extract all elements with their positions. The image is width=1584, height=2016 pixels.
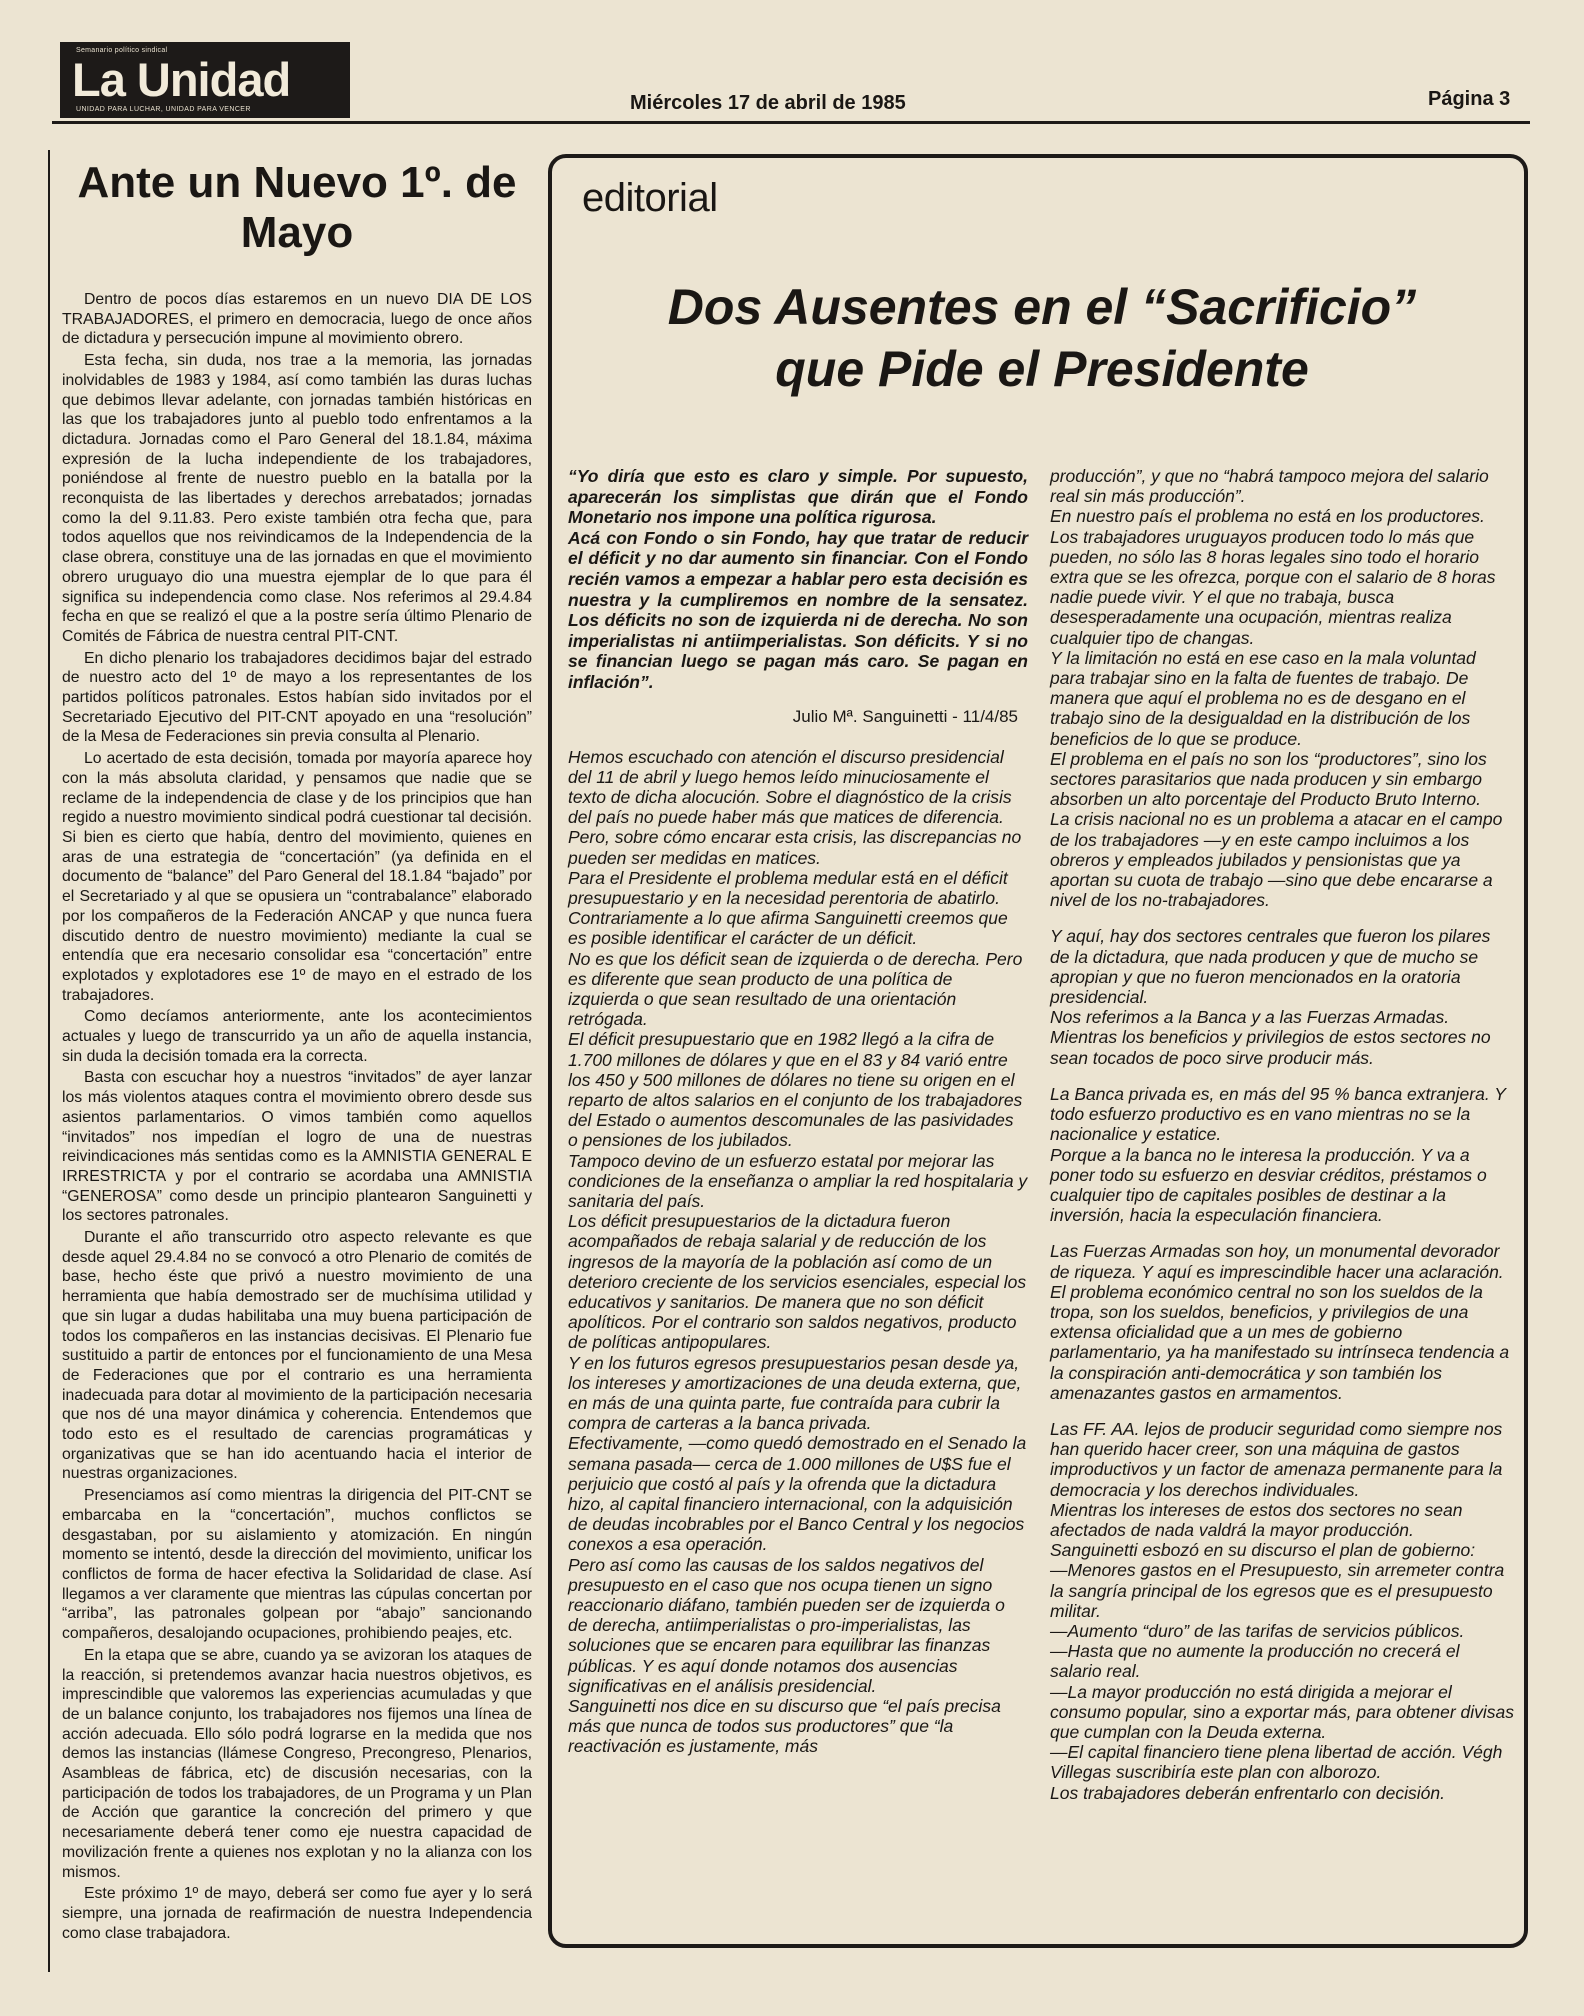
editorial-box [548,154,1528,1948]
paragraph: Esta fecha, sin duda, nos trae a la memoria, las jornadas inolvidables de 1983 y 1984, así como también las duras luchas que debimos llevar adelante, con jornadas también históricas en las que los trabajadores junto al pueblo todo enfrentamos a la dictadura. Jornadas como el Paro General del 18.1.84, máxima expresión de la lucha independiente de los trabajadores, poniéndose al frente de nuestro pueblo en la batalla por la reconquista de las libertades y derechos arrebatados; jornadas como la del 9.11.83. Pero existe también otra fecha que, para todos aquellos que nos reivindicamos de la Independencia de la clase obrera, constituye una de las jornadas en que el movimiento obrero uruguayo dio una muestra ejemplar de lo que para él significa su independencia como clase. Nos referimos al 29.4.84 fecha en que se realizó el que a la postre sería último Plenario de Comités de Fábrica de nuestra central PIT-CNT. [62,352,532,645]
issue-date: Miércoles 17 de abril de 1985 [630,92,906,114]
left-article-body [62,290,532,1943]
paragraph: No es que los déficit sean de izquierda o de derecha. Pero es diferente que sean producto de una política de izquierda o que sean resultado de una orientación retrógada. [568,948,1023,1030]
paragraph: Los déficit presupuestarios de la dictadura fueron acompañados de rebaja salarial y de reducción de los ingresos de la mayoría de la población así como de un deterioro creciente de los servicios esenciales, especial los educativos y sanitarios. De manera que no son déficit apolíticos. Por el contrario son saldos negativos, producto de políticas antipopulares. [568,1211,1027,1353]
paragraph: En dicho plenario los trabajadores decidimos bajar del estrado de nuestro acto del 1º de mayo a los representantes de los partidos políticos patronales. Estos habían sido invitados por el Secretariado Ejecutivo del PIT-CNT apoyado en una “resolución” de la Mesa de Federaciones sin previa consulta al Plenario. [62,649,532,746]
paragraph: Y en los futuros egresos presupuestarios pesan desde ya, los intereses y amortizaciones de una deuda externa, que, en más de una quinta parte, fue contraída para cubrir la compra de carteras a la banca privada. [568,1352,1022,1434]
paragraph: Las FF. AA. lejos de producir seguridad como siempre nos han querido hacer creer, son una máquina de gastos improductivos y un factor de amenaza permanente para la democracia y los derechos individuales. [1050,1418,1503,1500]
editorial-title-line: Dos Ausentes en el “Sacrificio” [667,279,1417,335]
paragraph: Hemos escuchado con atención el discurso presidencial del 11 de abril y luego hemos leído minuciosamente el texto de dicha alocución. Sobre el diagnóstico de la crisis del país no puede haber más que matices de diferencia. Pero, sobre cómo encarar esta crisis, las discrepancias no pueden ser medidas en matices. [568,746,1022,868]
paragraph: Este próximo 1º de mayo, deberá ser como fue ayer y lo será siempre, una jornada de reafirmación de nuestra Independencia como clase trabajadora. [62,1885,532,1942]
paragraph: Las Fuerzas Armadas son hoy, un monumental devorador de riqueza. Y aquí es imprescindible hacer una aclaración. El problema económico central no son los sueldos de la tropa, son los sueldos, beneficios, y privilegios de una extensa oficialidad que a un mes de gobierno parlamentario, ya ha manifestado su intrínseca tendencia a la conspiración anti-democrática y son también los amenazantes gastos en armamentos. [1050,1241,1510,1403]
quote-paragraph: “Yo diría que esto es claro y simple. Por supuesto, aparecerán los simplistas que dirán que el Fondo Monetario nos impone una política rigurosa. [568,466,1028,528]
paragraph: Efectivamente, —como quedó demostrado en el Senado la semana pasada— cerca de 1.000 millones de U$S fue el perjuicio que costó al país y la ofrenda que la dictadura hizo, al capital financiero internacional, con la adquisición de deudas incobrables por el Banco Central y los negocios conexos a esa operación. [568,1433,1027,1555]
editorial-column-right [1050,466,1514,1803]
paragraph: Lo acertado de esta decisión, tomada por mayoría aparece hoy con la más absoluta claridad, y pensamos que nadie que se reclame de la independencia de clase y de los principios que han regido a nuestro movimiento sindical podrá cuestionar tal decisión. Si bien es cierto que había, dentro del movimiento, quienes en aras de una estrategia de “concertación” (ya definida en el documento de “balance” del Paro General del 18.1.84 “bajado” por el Secretariado y al que se opusiera un “contrabalance” elaborado por los compañeros de la Federación ANCAP y que nunca fuera discutido dentro de nuestro movimiento) mediante la cual se entendía que era necesario consolidar esa “concertación” entre explotados y explotadores ese 1º de mayo en el estrado de los trabajadores. [62,750,532,1004]
left-article [62,150,532,1945]
header-rule [52,121,1530,124]
paragraph: Presenciamos así como mientras la dirigencia del PIT-CNT se embarcaba en la “concertación”, muchos conflictos se desgastaban, por su aislamiento y atomización. En ningún momento se intentó, desde la dirección del movimiento, unificar los conflictos de forma de hacer efectiva la Solidaridad de clase. Así llegamos a ver claramente que mientras las cúpulas concertan por “arriba”, las patronales golpean por “abajo” sancionando compañeros, desalojando ocupaciones, prohibiendo peajes, etc. [62,1487,532,1643]
pull-quote [568,466,1028,693]
masthead-tagline: Semanario político sindical [76,47,168,54]
left-article-title: Ante un Nuevo 1º. de Mayo [77,158,517,257]
paragraph: El déficit presupuestario que en 1982 llegó a la cifra de 1.700 millones de dólares y que en el 83 y 84 varió entre los 450 y 500 millones de dólares no tiene su origen en el reparto de altos salarios en el conjunto de los trabajadores del Estado o aumentos descomunales de las pasividades o pensiones de los jubilados. [568,1029,1023,1151]
paragraph: El problema en el país no son los “productores”, sino los sectores parasitarios que nada producen y sin embargo absorben un alto porcentaje del Producto Bruto Interno. [1050,748,1487,810]
paragraph: Como decíamos anteriormente, ante los acontecimientos actuales y luego de transcurrido ya un año de aquella instancia, sin duda la decisión tomada era la correcta. [62,1008,532,1065]
paragraph: —El capital financiero tiene plena libertad de acción. Végh Villegas suscribiría este plan con alborozo. [1050,1742,1503,1783]
paragraph: Durante el año transcurrido otro aspecto relevante es que desde aquel 29.4.84 no se convocó a otro Plenario de comités de base, hecho éste que privó a nuestro movimiento de una herramienta que había demostrado ser de muchísima utilidad y que sin lugar a dudas habilitaba una muy buena participación de todos los compañeros en las instancias decisivas. El Plenario fue sustituido a partir de entonces por el funcionamiento de una Mesa de Federaciones que por el contrario es una herramienta inadecuada para dotar al movimiento de la participación necesaria que nos dé una mayor dinámica y coherencia. Entendemos que todo esto es el resultado de carencias programáticas y organizativas que se han ido acentuando hacia el interior de nuestras organizaciones. [62,1229,532,1483]
paragraph: —Hasta que no aumente la producción no crecerá el salario real. [1050,1641,1460,1682]
paragraph: —Menores gastos en el Presupuesto, sin arremeter contra la sangría principal de los egresos que es el presupuesto militar. [1050,1560,1505,1621]
quote-attribution: Julio Mª. Sanguinetti - 11/4/85 [792,706,1018,726]
editorial-body-right [1050,466,1514,1803]
masthead-slogan: UNIDAD PARA LUCHAR, UNIDAD PARA VENCER [76,106,251,113]
paragraph: Nos referimos a la Banca y a las Fuerzas Armadas. Mientras los beneficios y privilegios de estos sectores no sean tocados de poco sirve producir más. [1050,1007,1491,1068]
quote-paragraph: Acá con Fondo o sin Fondo, hay que tratar de reducir el déficit y no dar aumento sin financiar. Con el Fondo recién vamos a empezar a hablar pero esta decisión es nuestra y la cumpliremos en nombre de la sensatez. Los déficits no son de izquierda ni de derecha. No son imperialistas ni antiimperialistas. Son déficits. Y si no se financian luego se pagan más caro. Se pagan en inflación”. [568,527,1028,692]
paragraph: Y aquí, hay dos sectores centrales que fueron los pilares de la dictadura, que nada producen y que de mucho se apropian y que no fueron mencionados en la oratoria presidencial. [1050,926,1491,1008]
editorial-kicker: editorial [582,176,718,220]
editorial-title-line: que Pide el Presidente [775,341,1309,397]
paragraph: Porque a la banca no le interesa la producción. Y va a poner todo su esfuerzo en desviar créditos, préstamos o cualquier tipo de capitales posibles de destinar a la inversión, hacia la especulación financiera. [1050,1144,1487,1226]
paragraph: producción”, y que no “habrá tampoco mejora del salario real sin más producción”. [1050,466,1489,507]
paragraph: En la etapa que se abre, cuando ya se avizoran los ataques de la reacción, si pretendemos avanzar hacia nuestros objetivos, es imprescindible que valoremos las experiencias acumuladas y que de un balance conjunto, los trabajadores nos fijemos una línea de acción adecuada. Ello sólo podrá lograrse en la medida que nos demos las instancias (llámese Congreso, Precongreso, Plenarios, Asambleas de fábrica, etc) de discusión necesarias, con la participación de todos los trabajadores, de un Programa y un Plan de Acción que garantice la concreción del primero y que necesariamente deberá tener como eje nuestra capacidad de movilización frente a quienes nos explotan y no la alianza con los mismos. [62,1646,532,1881]
page-number: Página 3 [1428,88,1511,110]
editorial-body-left [568,747,1028,1757]
paragraph: Y la limitación no está en ese caso en la mala voluntad para trabajar sino en la falta de fuentes de trabajo. De manera que aquí el problema no es de desgano en el trabajo sino de la desigualdad en la distribución de los beneficios de lo que se produce. [1050,647,1476,749]
paragraph: En nuestro país el problema no está en los productores. Los trabajadores uruguayos producen todo lo más que pueden, no sólo las 8 horas legales sino todo el horario extra que se les ofrezca, porque con el salario de 8 horas nadie puede vivir. Y el que no trabaja, busca desesperadamente una ocupación, mientras realiza cualquier tipo de changas. [1050,506,1496,648]
paragraph: Dentro de pocos días estaremos en un nuevo DIA DE LOS TRABAJADORES, el primero en democracia, luego de once años de dictadura y persecución impune al movimiento obrero. [62,291,532,348]
editorial-column-left [568,466,1028,1757]
paragraph: Basta con escuchar hoy a nuestros “invitados” de ayer lanzar los más violentos ataques contra el movimiento obrero desde sus asientos parlamentarios. O vimos también como aquellos “invitados” nos impedían el logro de una de nuestras reivindicaciones más sentidas como es la AMNISTIA GENERAL E IRRESTRICTA y por el contrario se acordaba una AMNISTIA “GENEROSA” como desde un principio plantearon Sanguinetti y los sectores patronales. [62,1069,532,1225]
paragraph: —Aumento “duro” de las tarifas de servicios públicos. [1050,1620,1465,1641]
editorial-title [592,276,1492,400]
left-column-rule [48,150,50,1972]
paragraph: Pero así como las causas de los saldos negativos del presupuesto en el caso que nos ocupa tienen un signo reaccionario diáfano, también pueden ser de izquierda o de derecha, antiimperialistas o pro-imperialistas, las soluciones que se encaren para equilibrar las finanzas públicas. Y es aquí donde notamos dos ausencias significativas en el análisis presidencial. [568,1554,1005,1696]
paragraph: Sanguinetti nos dice en su discurso que “el país precisa más que nunca de todos sus productores” que “la reactivación es justamente, más [568,1696,1001,1757]
paragraph: La Banca privada es, en más del 95 % banca extranjera. Y todo esfuerzo productivo es en vano mientras no se la nacionalice y estatice. [1050,1083,1506,1145]
paragraph: —La mayor producción no está dirigida a mejorar el consumo popular, sino a exportar más, para obtener divisas que cumplan con la Deuda externa. [1050,1681,1515,1742]
newspaper-title: La Unidad [72,53,291,106]
paragraph: Para el Presidente el problema medular está en el déficit presupuestario y en la necesidad perentoria de abatirlo. Contrariamente a lo que afirma Sanguinetti creemos que es posible identificar el carácter de un déficit. [568,867,1008,949]
paragraph: Los trabajadores deberán enfrentarlo con decisión. [1050,1782,1445,1803]
paragraph: La crisis nacional no es un problema a atacar en el campo de los trabajadores —y en este campo incluimos a los obreros y empleados jubilados y pensionistas que ya aportan su cuota de trabajo —sino que debe encararse a nivel de los no-trabajadores. [1050,809,1503,911]
masthead-logo [60,42,350,118]
paragraph: Mientras los intereses de estos dos sectores no sean afectados de nada valdrá la mayor producción. [1050,1499,1463,1540]
paragraph: Sanguinetti esbozó en su discurso el plan de gobierno: [1050,1540,1476,1561]
paragraph: Tampoco devino de un esfuerzo estatal por mejorar las condiciones de la enseñanza o ampliar la red hospitalaria y sanitaria del país. [568,1150,1028,1211]
